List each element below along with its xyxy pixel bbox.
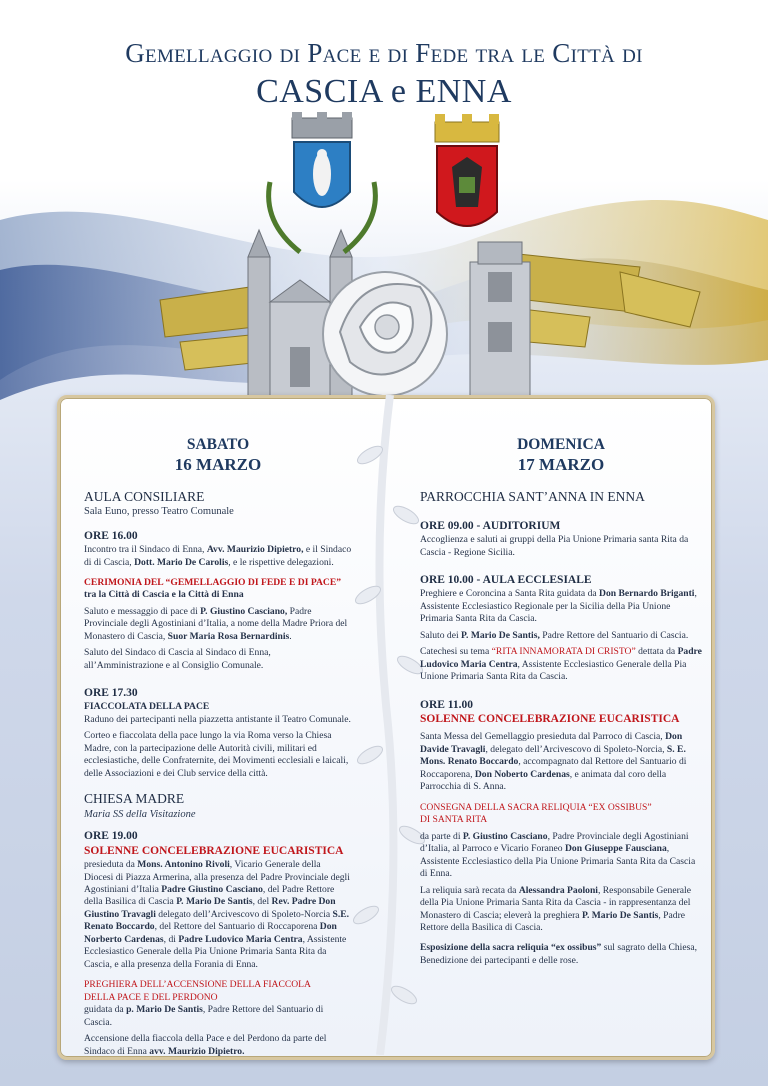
title-line-1: Gemellaggio di Pace e di Fede tra le Città di: [125, 38, 643, 68]
prayer-text-1: guidata da p. Mario De Santis, Padre Rettore del Santuario di Cascia.: [84, 1004, 324, 1028]
venue-parrocchia: PARROCCHIA SANT’ANNA IN ENNA: [420, 488, 645, 504]
emblem-composition: [0, 112, 768, 422]
fiaccolata-text-2: Corteo e fiaccolata della pace lungo la via Roma verso la Chiesa Madre, con la partecipazione delle Autorità civili, militari ed ecclesiastiche, delle Confraternite, dei Movimenti ecclesiali e laicali, delle Associazioni e dei Club service della città.: [84, 730, 349, 779]
prayer-text-2: Accensione della fiaccola della Pace e del Perdono da parte del Sindaco di Enna avv. Maurizio Dipietro.: [84, 1033, 327, 1057]
poster-header: [0, 38, 768, 111]
saturday-date: 16 MARZO: [174, 454, 262, 474]
time-1900: ORE 19.00: [84, 830, 138, 843]
time-0900: ORE 09.00 - AUDITORIUM: [420, 520, 561, 533]
ceremony-text-1: Saluto e messaggio di pace di P. Giustino Casciano, Padre Provinciale degli Agostiniani d’Italia, a nome della Madre Priora del Monastero di Cascia, Suor Maria Rosa Bernardinis.: [84, 605, 348, 642]
gold-ribbon-left: [160, 287, 262, 370]
mass-text-sunday: Santa Messa del Gemellaggio presieduta dal Parroco di Cascia, Don Davide Travagli, delegato dell’Arcivescovo di Spoleto-Norcia, S. E. Mons. Renato Boccardo, accompagnato dal Rettore del Santuario di Roccaporena, Don Noberto Cardenas, e animata dal coro della Parrocchia di S. Anna.: [420, 731, 687, 793]
venue-chiesa-sub: Maria SS della Visitazione: [84, 808, 196, 820]
relic-title-2: DI SANTA RITA: [420, 814, 488, 826]
venue-aula-consiliare: AULA CONSILIARE: [84, 488, 205, 504]
saturday-day: SABATO: [186, 436, 250, 453]
sunday-column: [420, 436, 702, 967]
text-1600: Incontro tra il Sindaco di Enna, Avv. Maurizio Dipietro, e il Sindaco di di Cascia, Dott. Mario De Carolis, e le rispettive delegazioni.: [84, 544, 352, 568]
text-1000-3: Catechesi su tema “RITA INNAMORATA DI CRISTO” dettata da Padre Ludovico Maria Centra, Assistente Ecclesiastico Generale della Pia Unione Primaria Santa Rita da Cascia.: [420, 646, 702, 683]
fiaccolata-title: FIACCOLATA DELLA PACE: [84, 701, 210, 713]
venue-aula-sub: Sala Euno, presso Teatro Comunale: [84, 506, 234, 518]
venue-chiesa-madre: CHIESA MADRE: [84, 791, 185, 806]
relic-text-1: da parte di P. Giustino Casciano, Padre Provinciale degli Agostiniani d’Italia, al Parroco e Vicario Foraneo Don Giuseppe Fausciana, Assistente Ecclesiastico della Pia Unione Primaria Santa Rita da Cascia di Enna.: [420, 830, 696, 880]
ceremony-text-2: Saluto del Sindaco di Cascia al Sindaco di Enna, all’Amministrazione e al Consiglio Comunale.: [84, 647, 271, 671]
sunday-date: 17 MARZO: [517, 454, 605, 474]
ceremony-sub: tra la Città di Cascia e la Città di Enna: [84, 589, 244, 601]
relic-title-1: CONSEGNA DELLA SACRA RELIQUIA “EX OSSIBUS”: [420, 801, 652, 813]
text-0900: Accoglienza e saluti ai gruppi della Pia Unione Primaria santa Rita da Cascia - Regione Sicilia.: [420, 534, 689, 558]
title-line-2: CASCIA e ENNA: [256, 73, 512, 110]
ceremony-title: CERIMONIA DEL “GEMELLAGGIO DI FEDE E DI PACE”: [84, 576, 342, 588]
mass-title-saturday: SOLENNE CONCELEBRAZIONE EUCARISTICA: [84, 845, 344, 858]
exposition-text: Esposizione della sacra reliquia “ex ossibus” sul sagrato della Chiesa, Benedizione dei partecipanti e delle rose.: [420, 942, 697, 966]
time-1000: ORE 10.00 - AULA ECCLESIALE: [420, 574, 592, 587]
text-1000-2: Saluto dei P. Mario De Santis, Padre Rettore del Santuario di Cascia.: [420, 629, 689, 641]
time-1100: ORE 11.00: [420, 698, 474, 711]
text-1000-1: Preghiere e Coroncina a Santa Rita guidata da Don Bernardo Briganti, Assistente Ecclesiastico Regionale per la Sicilia della Pia Unione Primaria Santa Rita da Cascia.: [420, 588, 697, 625]
time-1600: ORE 16.00: [84, 530, 138, 543]
mass-title-sunday: SOLENNE CONCELEBRAZIONE EUCARISTICA: [420, 713, 680, 726]
saturday-column: [84, 436, 352, 1058]
relic-text-2: La reliquia sarà recata da Alessandra Paoloni, Responsabile Generale della Pia Unione Primaria Santa Rita da Cascia - in rappresentanza del Monastero di Cascia; eleverà la preghiera P. Mario De Santis, Padre Rettore della Basilica di Cascia.: [420, 884, 691, 933]
enna-coat-of-arms: [435, 114, 499, 226]
fiaccolata-text-1: Raduno dei partecipanti nella piazzetta antistante il Teatro Comunale.: [84, 713, 351, 725]
cascia-coat-of-arms: [269, 112, 376, 252]
rose-stem: [340, 395, 430, 1055]
white-rose: [323, 272, 447, 396]
sunday-day: DOMENICA: [517, 436, 605, 453]
mass-text-saturday: presieduta da Mons. Antonino Rivoli, Vicario Generale della Diocesi di Piazza Armerina, alla presenza del Padre Provinciale degli Agostiniani d’Italia Padre Giustino Casciano, del Padre Rettore della Basilica di Cascia P. Mario De Santis, del Rev. Padre Don Giustino Travagli delegato dell’Arcivescovo di Spoleto-Norcia S.E. Renato Boccardo, del Rettore del Santuario di Roccaporena Don Norberto Cardenas, di Padre Ludovico Maria Centra, Assistente Ecclesiastico Generale della Pia Unione Primaria Santa Rita da Cascia, e alla presenza della Forania di Enna.: [84, 859, 350, 970]
prayer-title-2: DELLA PACE E DEL PERDONO: [84, 991, 218, 1003]
prayer-title-1: PREGHIERA DELL’ACCENSIONE DELLA FIACCOLA: [84, 979, 311, 991]
time-1730: ORE 17.30: [84, 687, 138, 700]
